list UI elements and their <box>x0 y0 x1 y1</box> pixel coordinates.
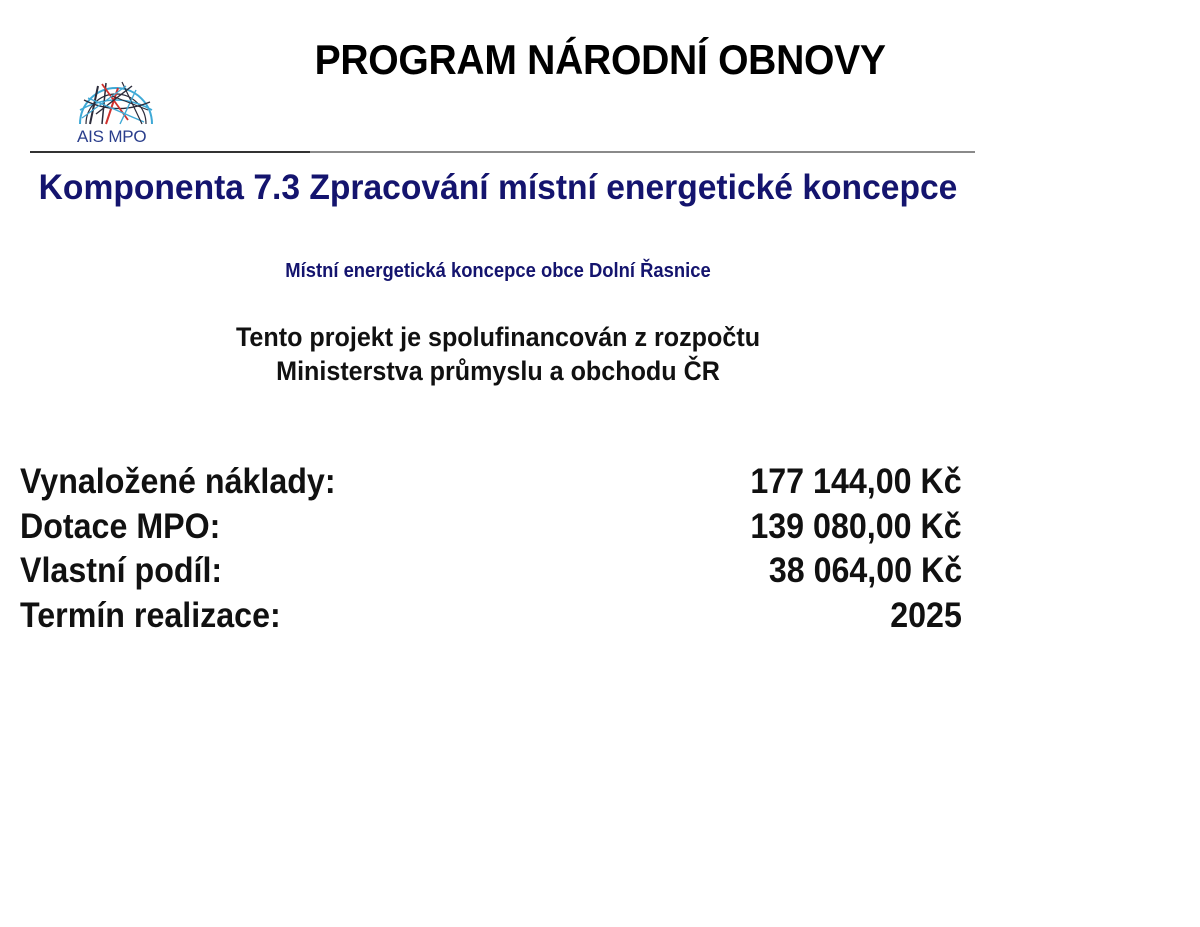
fact-row-deadline <box>20 594 962 639</box>
globe-network-icon <box>76 80 156 126</box>
page-title: PROGRAM NÁRODNÍ OBNOVY <box>314 36 886 83</box>
fact-row-subsidy <box>20 505 962 550</box>
header-divider <box>30 151 310 153</box>
logo-text: AIS MPO <box>77 127 147 146</box>
fact-value: 177 144,00 Kč <box>750 462 962 501</box>
component-subtitle: Místní energetická koncepce obce Dolní Řasnice <box>285 260 711 282</box>
fact-label: Dotace MPO: <box>20 506 221 546</box>
fact-value: 38 064,00 Kč <box>768 551 962 590</box>
component-title: Komponenta 7.3 Zpracování místní energetické koncepce <box>38 168 958 207</box>
fact-value: 139 080,00 Kč <box>750 506 962 546</box>
fact-label: Termín realizace: <box>20 595 281 635</box>
funding-statement <box>35 320 961 388</box>
fact-row-own-share <box>20 549 962 594</box>
header-divider-extension <box>310 151 975 153</box>
project-facts <box>20 460 962 638</box>
fact-label: Vlastní podíl: <box>20 551 223 590</box>
ais-mpo-logo <box>74 80 158 148</box>
funding-line-2: Ministerstva průmyslu a obchodu ČR <box>276 356 720 386</box>
funding-line-1: Tento projekt je spolufinancován z rozpočtu <box>235 322 761 352</box>
fact-label: Vynaložené náklady: <box>20 462 336 501</box>
fact-value: 2025 <box>890 595 962 635</box>
fact-row-costs <box>20 460 962 505</box>
